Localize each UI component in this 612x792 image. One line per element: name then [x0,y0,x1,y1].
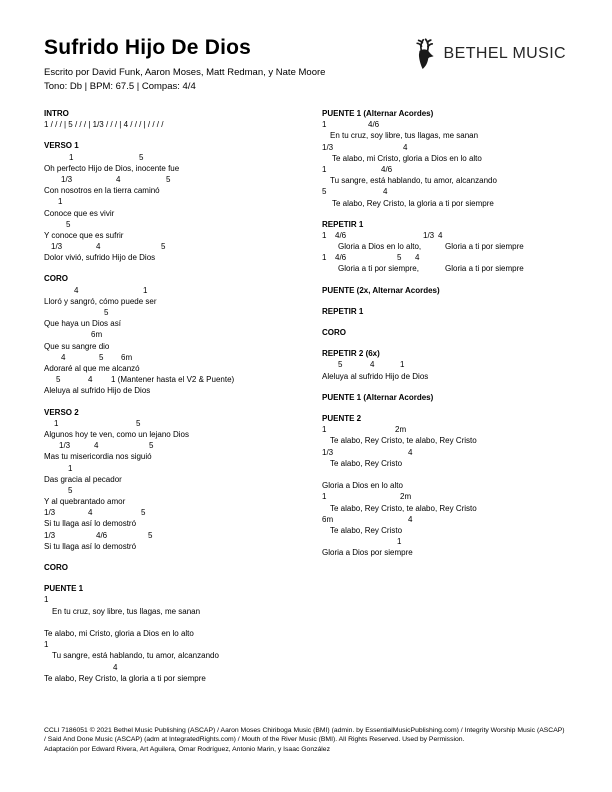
chord-line [322,230,589,241]
chord-symbol: 1 [322,425,327,435]
chord-symbol: 4 [116,174,121,184]
chord-symbol: 1 [54,418,59,428]
lyric-line [322,263,589,274]
chord-symbol: 5 [149,441,154,451]
chord-line [44,152,322,163]
lyric-line: Lloró y sangró, cómo puede ser [44,296,157,306]
chord-symbol: 4/6 [368,120,380,130]
chord-symbol: 1 [44,640,49,650]
section-heading: PUENTE 2 [322,414,362,424]
chord-symbol: 4 [415,253,420,263]
section-heading: REPETIR 1 [322,306,364,316]
chord-symbol: 1 (Mantener hasta el V2 & Puente) [111,375,235,385]
lyric-line: Te alabo, Rey Cristo [330,525,403,535]
copyright-footer [44,726,582,754]
chord-line [44,485,322,496]
chord-line [322,514,589,525]
lyric-line: Gloria a Dios en lo alto [322,481,403,491]
song-section [322,327,589,338]
song-section [44,108,322,130]
section-heading: CORO [44,563,68,572]
chord-symbol: 1/3 [322,447,334,457]
lyric-line: Si tu llaga así lo demostró [44,541,137,551]
chord-line [44,463,322,474]
lyric-line: Tu sangre, está hablando, tu amor, alcanzando [330,176,497,186]
song-section [44,562,322,573]
song-body [44,108,589,694]
lyric-line: Tu sangre, está hablando, tu amor, alcanzando [52,651,219,661]
bethel-music-logo [412,38,566,70]
column-left [44,108,322,694]
chord-line [322,186,589,197]
chord-symbol: 1 [58,197,63,207]
section-heading: VERSO 1 [44,141,79,151]
chord-symbol: 5 [66,219,71,229]
chord-line [322,252,589,263]
chord-symbol: 1/3 [423,230,435,240]
section-heading: REPETIR 2 (6x) [322,349,380,359]
copyright-line: CCLI 7186051 © 2021 Bethel Music Publishing (ASCAP) / Aaron Moses Chiriboga Music (BMI) (admin. by EssentialMusicPublishing.com) / Integrity Worship Music (ASCAP) [44,727,565,734]
chord-line [44,196,322,207]
chord-symbol: 5 [56,375,61,385]
song-section [44,407,322,552]
lyric-line: Y al quebrantado amor [44,497,126,507]
chord-line [322,424,589,435]
chord-symbol: 4 [96,242,101,252]
section-heading: INTRO [44,109,69,118]
chord-symbol: 1/3 [44,530,56,540]
song-section [322,108,589,209]
chord-line [322,359,589,370]
chord-symbol: 1 [400,360,405,370]
notation-line: 1 / / / | 5 / / / | 1/3 / / / | 4 / / / | / / / / [44,120,164,130]
song-section [322,413,589,558]
lyric-line: Te alabo, mi Cristo, gloria a Dios en lo alto [44,628,194,638]
song-section [322,285,589,296]
song-meta: Tono: Db | BPM: 67.5 | Compas: 4/4 [44,81,196,92]
song-section [322,219,589,275]
lyric-line: Te alabo, Rey Cristo, te alabo, Rey Cristo [330,436,477,446]
section-heading: CORO [44,274,68,284]
copyright-line: / Said And Done Music (ASCAP) (adm at IntegratedRights.com) / Mouth of the River Music (BMI). All Rights Reserved. Used by Permission. [44,736,465,744]
lyric-fragment: Gloria a ti por siempre [445,242,524,252]
lyric-line: Algunos hoy te ven, como un lejano Dios [44,429,189,439]
chord-line [44,530,322,541]
chord-line [44,219,322,230]
chord-symbol: 4/6 [335,253,347,263]
lyric-line: Que su sangre dio [44,341,110,351]
lyric-line: Oh perfecto Hijo de Dios, inocente fue [44,163,180,173]
song-title: Sufrido Hijo De Dios [44,36,252,59]
lyric-line: Mas tu misericordia nos siguió [44,452,152,462]
chord-symbol: 1 [322,230,327,240]
song-section [44,273,322,396]
chord-line [44,374,322,385]
chord-symbol: 5 [141,508,146,518]
lyric-line: En tu cruz, soy libre, tus llagas, me sanan [52,606,201,616]
chord-line [322,447,589,458]
chord-symbol: 1 [397,537,402,547]
chord-line [44,285,322,296]
column-right [322,108,589,694]
chord-symbol: 5 [338,360,343,370]
section-heading: VERSO 2 [44,407,79,417]
song-section [322,392,589,403]
lyric-line: Si tu llaga así lo demostró [44,519,137,529]
chord-symbol: 1/3 [59,441,71,451]
chord-symbol: 4 [408,514,413,524]
chord-line [44,241,322,252]
lyric-line: Te alabo, mi Cristo, gloria a Dios en lo alto [332,153,482,163]
chord-symbol: 4 [74,285,79,295]
chord-symbol: 2m [395,425,407,435]
chord-symbol: 5 [161,242,166,252]
chord-symbol: 1/3 [51,242,63,252]
chord-symbol: 1/3 [61,174,73,184]
chord-line [44,174,322,185]
chord-line [44,352,322,363]
blank-line [44,617,322,628]
chord-symbol: 6m [121,352,133,362]
section-heading: PUENTE 1 [44,584,84,594]
song-section [44,583,322,684]
lyric-line: Que haya un Dios así [44,319,121,329]
chord-symbol: 2m [400,492,412,502]
chord-line [322,164,589,175]
chord-line [322,491,589,502]
chord-symbol: 4 [88,508,93,518]
lyric-line: Adoraré al que me alcanzó [44,363,140,373]
chord-line [44,440,322,451]
lyric-line: Te alabo, Rey Cristo, la gloria a ti por siempre [44,673,206,683]
lyric-line: Te alabo, Rey Cristo [330,458,403,468]
lyric-line: Dolor vivió, sufrido Hijo de Dios [44,253,156,263]
chord-symbol: 4/6 [96,530,108,540]
chord-symbol: 5 [68,485,73,495]
chord-symbol: 5 [136,418,141,428]
chord-symbol: 1/3 [322,142,334,152]
lyric-line: Y conoce que es sufrir [44,230,124,240]
section-heading: PUENTE 1 (Alternar Acordes) [322,392,434,402]
chord-symbol: 5 [104,308,109,318]
section-heading: PUENTE 1 (Alternar Acordes) [322,109,434,118]
chord-symbol: 4/6 [335,230,347,240]
chord-symbol: 5 [166,174,171,184]
chord-symbol: 1 [44,595,49,605]
chord-symbol: 5 [322,187,327,197]
chord-symbol: 4 [438,230,443,240]
chord-symbol: 5 [139,152,144,162]
lyric-line: Aleluya al sufrido Hijo de Dios [44,386,151,396]
section-heading: PUENTE (2x, Alternar Acordes) [322,285,440,295]
chord-symbol: 4/6 [381,164,393,174]
lyric-line: En tu cruz, soy libre, tus llagas, me sanan [330,131,479,141]
chord-symbol: 5 [397,253,402,263]
chord-symbol: 4 [113,662,118,672]
logo-text: BETHEL MUSIC [443,45,566,62]
chord-symbol: 1 [143,285,148,295]
chord-symbol: 1 [322,492,327,502]
chord-line [44,594,322,605]
chord-line [44,329,322,340]
chord-line [44,307,322,318]
lyric-fragment: Gloria a Dios en lo alto, [338,242,422,252]
chord-symbol: 1 [322,164,327,174]
lyric-line [322,241,589,252]
lyric-fragment: Gloria a ti por siempre, [338,264,419,274]
chord-symbol: 4 [94,441,99,451]
lyric-line: Te alabo, Rey Cristo, te alabo, Rey Cristo [330,503,477,513]
chord-symbol: 6m [322,514,334,524]
chord-symbol: 4 [61,352,66,362]
chord-line [322,142,589,153]
chord-symbol: 1/3 [44,508,56,518]
chord-symbol: 5 [99,352,104,362]
section-heading: REPETIR 1 [322,219,364,229]
chord-line [322,119,589,130]
lyric-line: Aleluya al sufrido Hijo de Dios [322,371,429,381]
blank-line [322,469,589,480]
lyric-line: Gloria a Dios por siempre [322,548,413,558]
song-authors: Escrito por David Funk, Aaron Moses, Matt Redman, y Nate Moore [44,67,326,78]
copyright-line: Adaptación por Edward Rivera, Art Aguilera, Omar Rodríguez, Antonio Marin, y Isaac González [44,745,330,753]
chord-symbol: 4 [383,187,388,197]
chord-symbol: 4 [408,447,413,457]
lyric-line: Te alabo, Rey Cristo, la gloria a ti por siempre [332,198,494,208]
chord-symbol: 4 [370,360,375,370]
chord-symbol: 1 [68,463,73,473]
deer-icon [412,38,438,70]
lyric-line: Con nosotros en la tierra caminó [44,186,160,196]
chord-symbol: 1 [69,152,74,162]
chord-line [44,418,322,429]
chord-symbol: 4 [403,142,408,152]
chord-symbol: 1 [322,120,327,130]
section-heading: CORO [322,328,346,338]
lyric-line: Das gracia al pecador [44,474,122,484]
song-section [322,348,589,382]
chord-line [44,662,322,673]
lyric-fragment: Gloria a ti por siempre [445,264,524,274]
chord-line [44,639,322,650]
chord-symbol: 5 [148,530,153,540]
song-section [322,306,589,317]
lyric-line: Conoce que es vivir [44,208,115,218]
chord-symbol: 4 [88,375,93,385]
song-section [44,140,322,263]
chord-line [322,536,589,547]
chord-line [44,507,322,518]
chord-symbol: 6m [91,330,103,340]
chord-symbol: 1 [322,253,327,263]
